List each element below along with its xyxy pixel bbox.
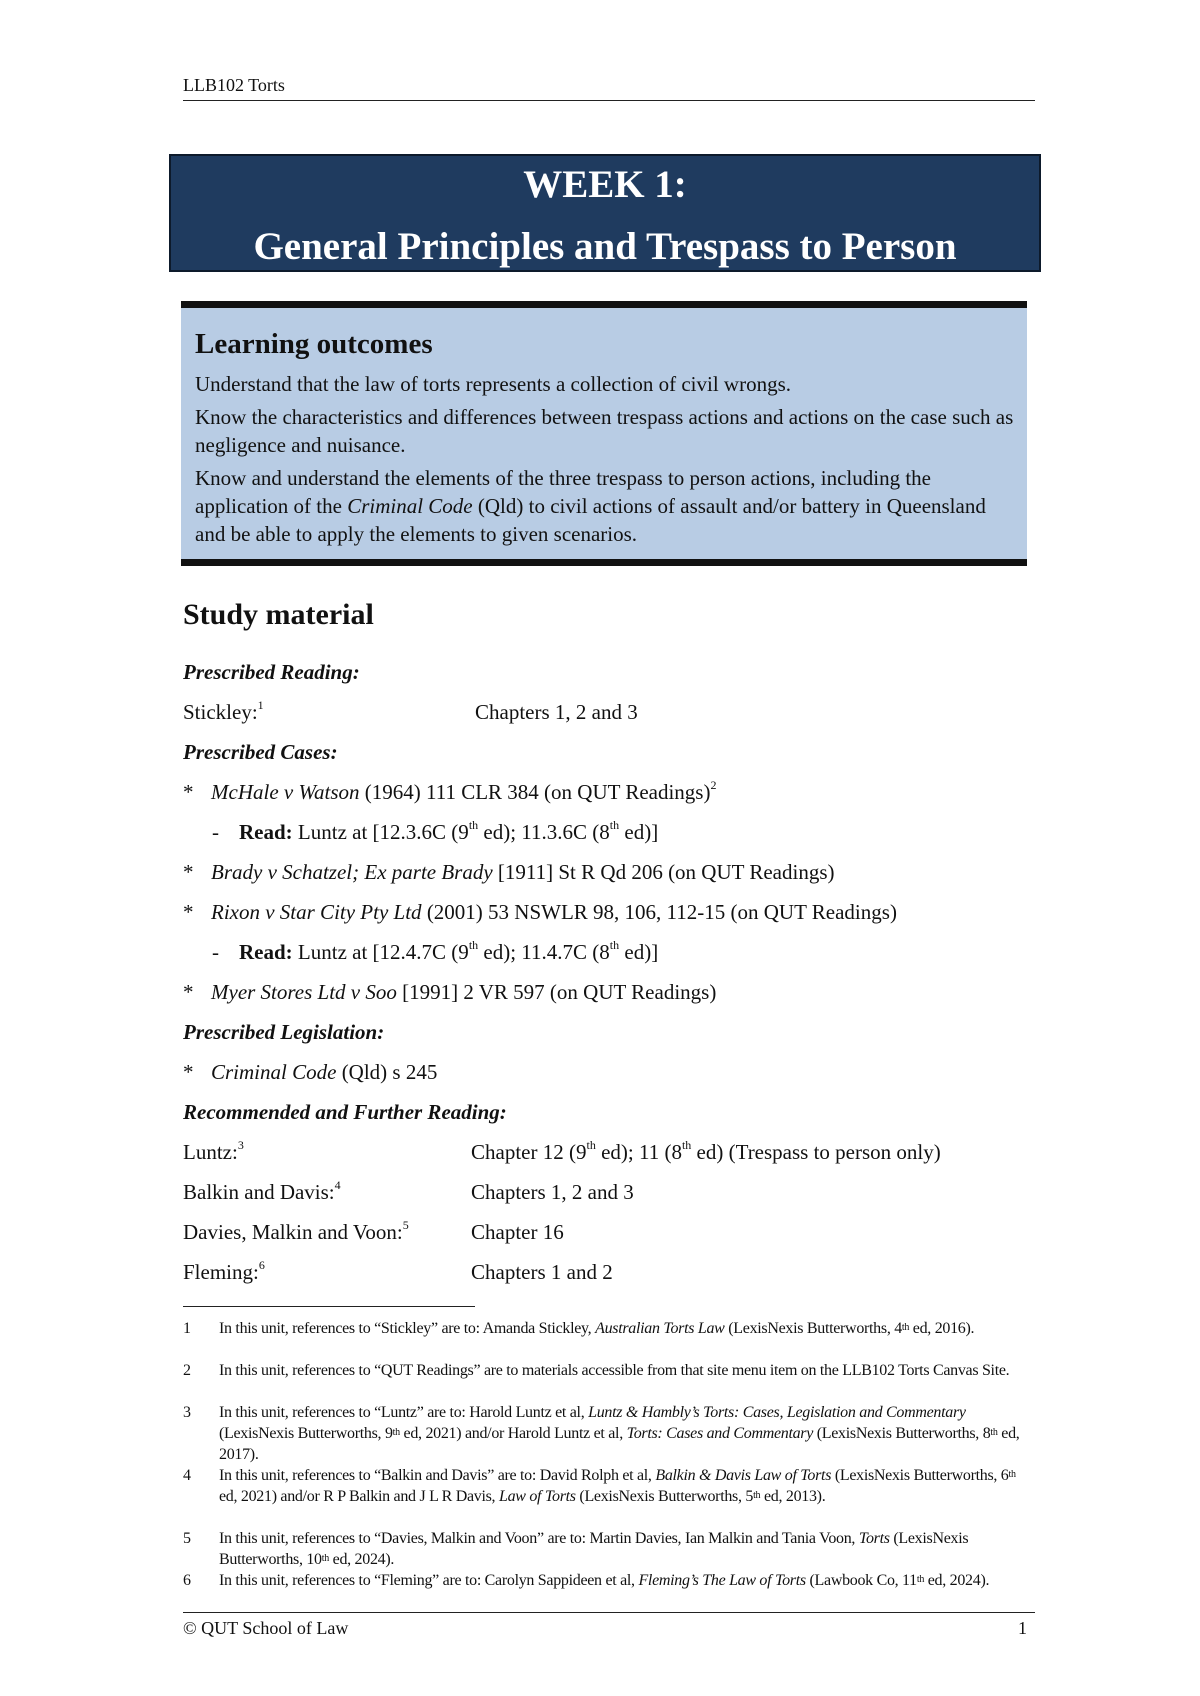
week-banner [169, 154, 1041, 272]
case-4 [211, 980, 716, 1005]
learning-outcomes-box [181, 301, 1027, 566]
davies-row [183, 1220, 409, 1245]
ordinal-th: th [321, 1553, 329, 1564]
luntz-ch-c: ed) (Trespass to person only) [691, 1140, 941, 1164]
fn6-title: Fleming’s The Law of Torts [638, 1572, 806, 1589]
fn4-g: ed, 2013). [760, 1488, 826, 1505]
fn3-g: ed, 2017). [219, 1425, 1020, 1463]
fn3-d: ed, 2021) and/or Harold Luntz et al, [399, 1425, 627, 1442]
further-reading-label: Recommended and Further Reading: [183, 1100, 507, 1124]
balkin-chapters: Chapters 1, 2 and 3 [471, 1180, 634, 1204]
luntz-chapters [471, 1140, 941, 1165]
study-material-heading: Study material [183, 598, 374, 631]
fn4-d: ed, 2021) and/or R P Balkin and J L R Davis, [219, 1488, 499, 1505]
fn3-title: Luntz & Hambly’s Torts: Cases, Legislation and Commentary [588, 1404, 966, 1421]
stickley-row [183, 700, 264, 725]
ordinal-th: th [916, 1574, 925, 1585]
case-2-cite: [1911] St R Qd 206 (on QUT Readings) [492, 860, 835, 884]
fn5-c: (LexisNexis Butterworths, 10 [219, 1530, 969, 1568]
fn1-title: Australian Torts Law [595, 1320, 725, 1337]
learning-outcomes-title: Learning outcomes [195, 328, 433, 360]
footnote-separator [183, 1306, 475, 1307]
fn4-a: In this unit, references to “Balkin and Davis” are to: David Rolph et al, [219, 1467, 656, 1484]
ordinal-th: th [392, 1427, 400, 1438]
luntz-ch-b: ed); 11 (8 [595, 1140, 682, 1164]
outcome-3-text-a: Know and understand the elements of the three trespass to person actions, including the application of the [195, 466, 931, 518]
ordinal-th: th [609, 938, 620, 952]
page-number: 1 [1018, 1618, 1027, 1638]
bullet-legislation-1: * [183, 1060, 194, 1084]
fleming-row [183, 1260, 265, 1285]
stickley-footnote-ref: 1 [257, 698, 264, 712]
footnote-number: 1 [183, 1320, 191, 1337]
case-4-cite: [1991] 2 VR 597 (on QUT Readings) [396, 980, 717, 1004]
case-1-name: McHale v Watson [211, 780, 360, 804]
fn1-c: (LexisNexis Butterworths, 4 [724, 1320, 902, 1337]
balkin-footnote-ref: 4 [334, 1178, 341, 1192]
footnote-number: 5 [183, 1530, 191, 1547]
balkin-label: Balkin and Davis: [183, 1180, 335, 1204]
fn3-c: (LexisNexis Butterworths, 9 [219, 1425, 393, 1442]
case-1-read [239, 820, 658, 845]
fn4-c: (LexisNexis Butterworths, 6 [831, 1467, 1009, 1484]
davies-label: Davies, Malkin and Voon: [183, 1220, 403, 1244]
footnote-number: 4 [183, 1467, 191, 1484]
outcome-1: Understand that the law of torts represents a collection of civil wrongs. [195, 372, 791, 396]
case-3-read-b: ed); 11.4.7C (8 [478, 940, 610, 964]
dash-case-3: - [212, 940, 219, 964]
case-1-read-label: Read: [239, 820, 293, 844]
case-4-name: Myer Stores Ltd v Soo [211, 980, 397, 1004]
banner-week: WEEK 1: [523, 163, 687, 206]
footnote-text [219, 1570, 1035, 1591]
fn6-d: ed, 2024). [924, 1572, 990, 1589]
ordinal-th: th [681, 1138, 692, 1152]
case-1-read-a: Luntz at [12.3.6C (9 [292, 820, 469, 844]
fn5-a: In this unit, references to “Davies, Malkin and Voon” are to: Martin Davies, Ian Malkin and Tania Voon, [219, 1530, 859, 1547]
footnote-number: 6 [183, 1572, 191, 1589]
fleming-chapters: Chapters 1 and 2 [471, 1260, 613, 1284]
legislation-1-cite: (Qld) s 245 [336, 1060, 438, 1084]
case-3-read-c: ed)] [619, 940, 659, 964]
fn6-a: In this unit, references to “Fleming” are to: Carolyn Sappideen et al, [219, 1572, 639, 1589]
fleming-label: Fleming: [183, 1260, 259, 1284]
case-1-read-c: ed)] [619, 820, 659, 844]
case-3-name: Rixon v Star City Pty Ltd [211, 900, 422, 924]
luntz-row [183, 1140, 244, 1165]
fn6-c: (Lawbook Co, 11 [805, 1572, 917, 1589]
header-title: LLB102 Torts [183, 75, 285, 95]
outcome-2: Know the characteristics and differences between trespass actions and actions on the case such as negligence and nuisance. [195, 405, 1014, 457]
footnote-text [219, 1318, 1035, 1339]
footnote-text [219, 1402, 1035, 1465]
ordinal-th: th [901, 1322, 910, 1333]
stickley-chapters: Chapters 1, 2 and 3 [475, 700, 638, 724]
bullet-case-3: * [183, 900, 194, 924]
case-1 [211, 780, 716, 805]
footnote-text [219, 1465, 1035, 1507]
case-3 [211, 900, 897, 925]
fleming-footnote-ref: 6 [258, 1258, 265, 1272]
luntz-ch-a: Chapter 12 (9 [471, 1140, 587, 1164]
page-footer [183, 1612, 1035, 1643]
ordinal-th: th [468, 818, 479, 832]
bullet-case-4: * [183, 980, 194, 1004]
case-2-name: Brady v Schatzel; Ex parte Brady [211, 860, 493, 884]
luntz-label: Luntz: [183, 1140, 238, 1164]
fn3-f: (LexisNexis Butterworths, 8 [813, 1425, 991, 1442]
footer-copyright: © QUT School of Law [183, 1618, 349, 1638]
balkin-row [183, 1180, 341, 1205]
fn1-d: ed, 2016). [909, 1320, 975, 1337]
case-1-footnote-ref: 2 [710, 778, 717, 792]
legislation-1 [211, 1060, 437, 1085]
banner-title: General Principles and Trespass to Person [253, 225, 957, 268]
outcome-3-text-b: (Qld) to civil actions of assault and/or battery in Queensland and be able to apply the elements to given scenarios. [195, 494, 986, 546]
page-header [183, 74, 1035, 101]
fn5-title: Torts [858, 1530, 890, 1547]
case-3-read-label: Read: [239, 940, 293, 964]
ordinal-th: th [586, 1138, 596, 1152]
davies-footnote-ref: 5 [402, 1218, 409, 1232]
fn5-d: ed, 2024). [328, 1551, 395, 1568]
ordinal-th: th [468, 938, 479, 952]
case-1-read-b: ed); 11.3.6C (8 [478, 820, 610, 844]
fn4-title: Balkin & Davis Law of Torts [655, 1467, 832, 1484]
prescribed-legislation-label: Prescribed Legislation: [183, 1020, 385, 1044]
fn1-a: In this unit, references to “Stickley” are to: Amanda Stickley, [219, 1320, 596, 1337]
footnote-number: 3 [183, 1404, 191, 1421]
legislation-1-name: Criminal Code [211, 1060, 337, 1084]
case-3-read [239, 940, 658, 965]
footnote-number: 2 [183, 1362, 191, 1379]
stickley-label: Stickley: [183, 700, 258, 724]
footnote-text: In this unit, references to “QUT Readings” are to materials accessible from that site menu item on the LLB102 Torts Canvas Site. [219, 1362, 1010, 1379]
outcome-3-code: Criminal Code [347, 494, 473, 518]
ordinal-th: th [1008, 1469, 1016, 1480]
case-3-read-a: Luntz at [12.4.7C (9 [292, 940, 469, 964]
luntz-footnote-ref: 3 [237, 1138, 244, 1152]
ordinal-th: th [609, 818, 620, 832]
dash-case-1: - [212, 820, 219, 844]
outcome-3 [195, 464, 1015, 548]
bullet-case-2: * [183, 860, 194, 884]
fn3-a: In this unit, references to “Luntz” are to: Harold Luntz et al, [219, 1404, 589, 1421]
case-2 [211, 860, 835, 885]
case-3-cite: (2001) 53 NSWLR 98, 106, 112-15 (on QUT Readings) [421, 900, 897, 924]
ordinal-th: th [990, 1427, 998, 1438]
fn4-title-2: Law of Torts [498, 1488, 576, 1505]
bullet-case-1: * [183, 780, 194, 804]
fn3-title-2: Torts: Cases and Commentary [626, 1425, 814, 1442]
footnote-text [219, 1528, 1035, 1570]
ordinal-th: th [753, 1490, 761, 1501]
case-1-cite: (1964) 111 CLR 384 (on QUT Readings) [359, 780, 711, 804]
fn4-f: (LexisNexis Butterworths, 5 [575, 1488, 754, 1505]
prescribed-reading-label: Prescribed Reading: [183, 660, 360, 684]
davies-chapters: Chapter 16 [471, 1220, 564, 1244]
prescribed-cases-label: Prescribed Cases: [183, 740, 338, 764]
